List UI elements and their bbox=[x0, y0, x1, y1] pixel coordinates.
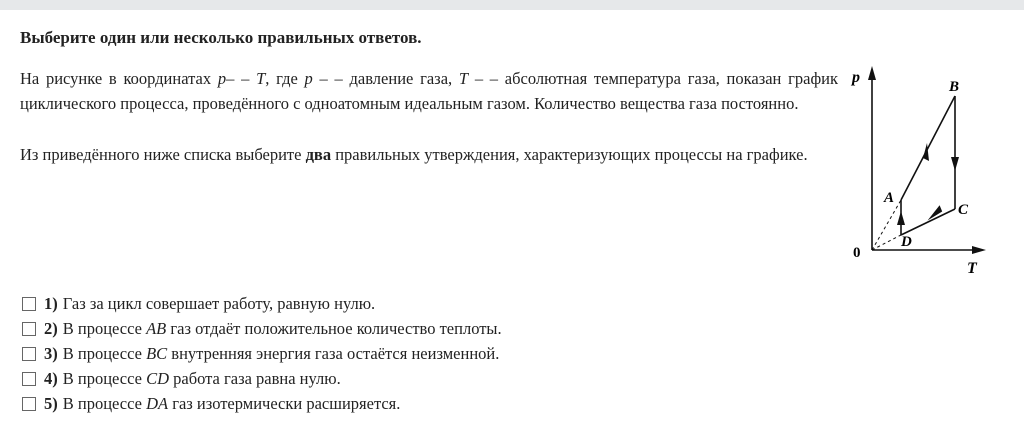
question-paragraph-2: Из приведённого ниже списка выберите два правильных утверждения, характеризующих процессы на графике. bbox=[20, 145, 808, 164]
checkbox[interactable] bbox=[22, 347, 36, 361]
checkbox[interactable] bbox=[22, 297, 36, 311]
top-bar bbox=[0, 0, 1024, 10]
point-label-d: D bbox=[901, 234, 912, 250]
axis-label-t: T bbox=[967, 260, 977, 277]
option-number: 3) bbox=[44, 343, 58, 363]
option-number: 4) bbox=[44, 368, 58, 388]
task-heading: Выберите один или несколько правильных ответов. bbox=[20, 28, 422, 47]
checkbox[interactable] bbox=[22, 322, 36, 336]
checkbox[interactable] bbox=[22, 397, 36, 411]
dashed-line-oa bbox=[872, 200, 901, 250]
answer-option-5[interactable] bbox=[22, 391, 502, 416]
arrow-ab bbox=[923, 143, 929, 161]
option-text: В процессе DA газ изотермически расширяется. bbox=[62, 393, 401, 413]
option-number: 5) bbox=[44, 393, 58, 413]
segment-cd bbox=[901, 209, 955, 235]
checkbox[interactable] bbox=[22, 372, 36, 386]
axis-p-arrow bbox=[868, 66, 876, 80]
answer-option-3[interactable] bbox=[22, 341, 502, 366]
axis-label-p: p bbox=[852, 69, 860, 86]
option-number: 1) bbox=[44, 293, 58, 313]
option-text: Газ за цикл совершает работу, равную нулю. bbox=[62, 293, 376, 313]
option-text: В процессе CD работа газа равна нулю. bbox=[62, 368, 341, 388]
question-paragraph-1: На рисунке в координатах p– – T, где p – – давление газа, T – – абсолютная температура газа, показан график циклического процесса, проведённого с одноатомным идеальным газом. Количество вещества газа постоянно. bbox=[20, 69, 839, 113]
option-number: 2) bbox=[44, 318, 58, 338]
p-t-diagram bbox=[846, 62, 996, 282]
point-label-c: C bbox=[958, 202, 969, 218]
arrow-da bbox=[897, 211, 905, 225]
segment-ab bbox=[901, 96, 955, 200]
option-text: В процессе AB газ отдаёт положительное количество теплоты. bbox=[62, 318, 502, 338]
point-label-b: B bbox=[949, 79, 960, 95]
answer-option-1[interactable] bbox=[22, 291, 502, 316]
arrow-bc bbox=[951, 157, 959, 171]
answer-options bbox=[22, 291, 502, 416]
origin-label: 0 bbox=[853, 245, 861, 261]
answer-option-2[interactable] bbox=[22, 316, 502, 341]
point-label-a: A bbox=[884, 190, 895, 206]
option-text: В процессе BC внутренняя энергия газа остаётся неизменной. bbox=[62, 343, 500, 363]
answer-option-4[interactable] bbox=[22, 366, 502, 391]
axis-t-arrow bbox=[972, 246, 986, 254]
